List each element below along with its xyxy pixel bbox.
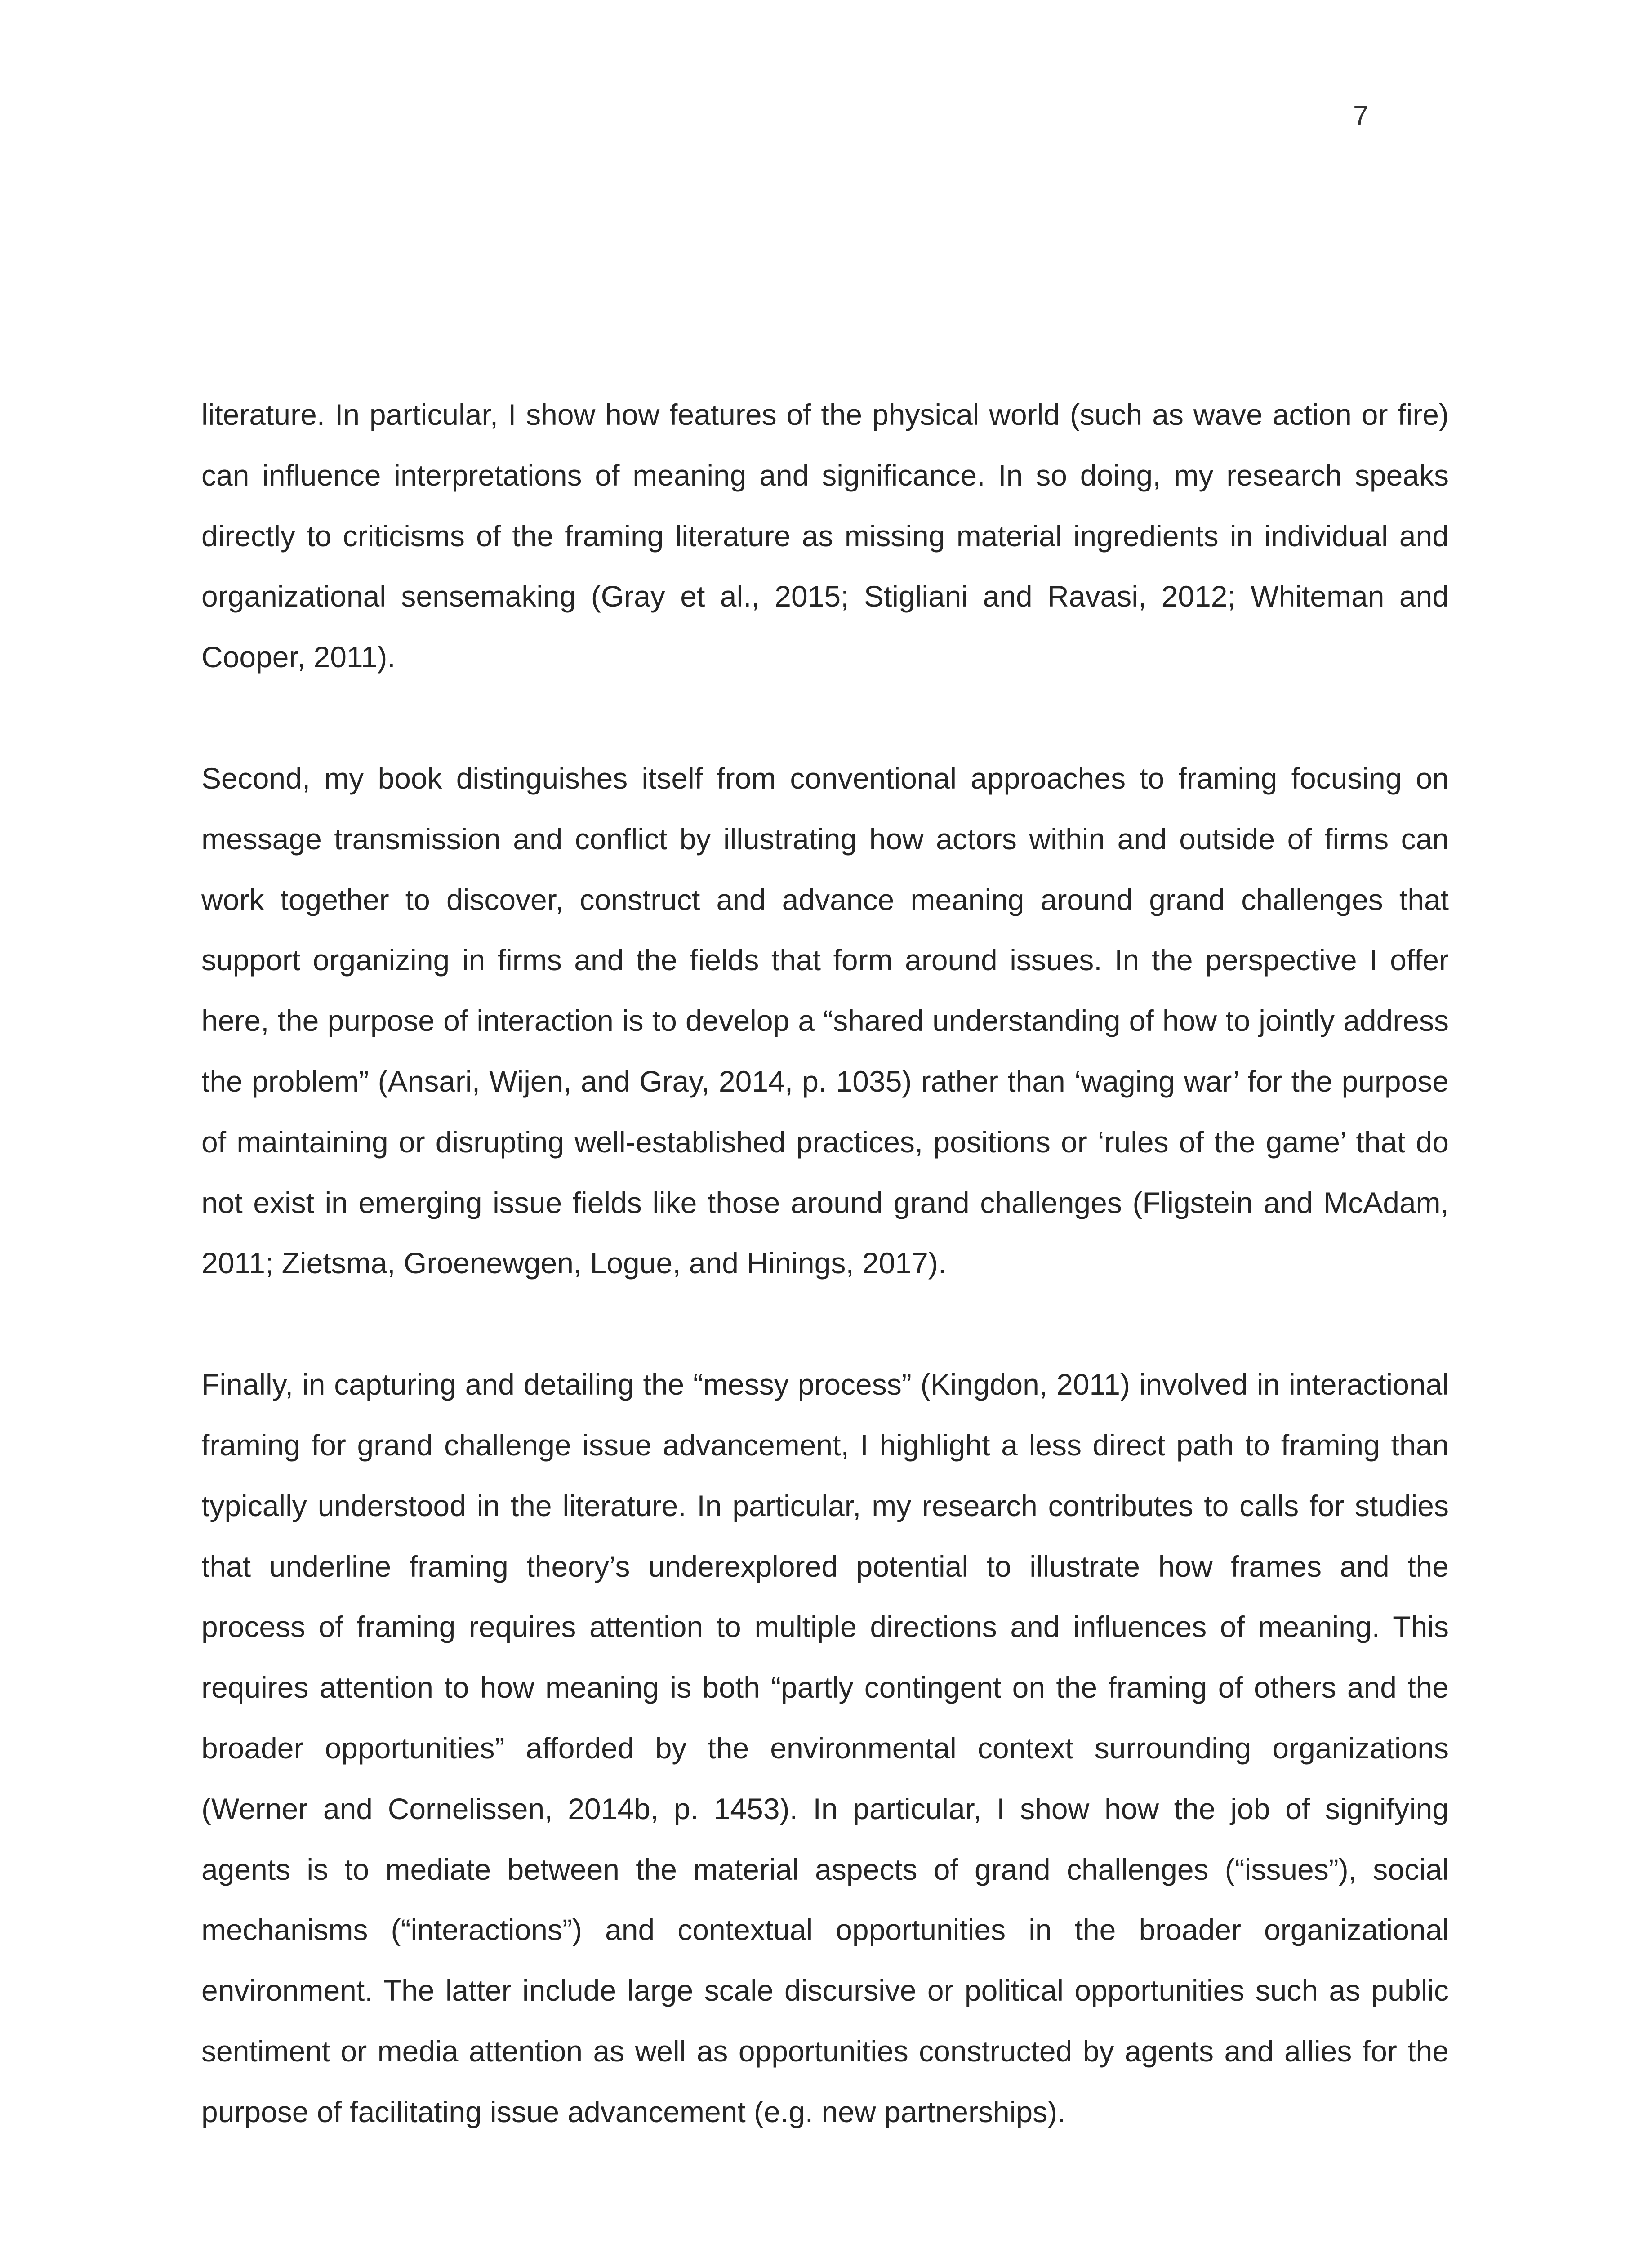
paragraph-3: Finally, in capturing and detailing the “messy process” (Kingdon, 2011) involved in interactional framing for grand challenge issue advancement, I highlight a less direct path to framing than typically understood in the literature. In particular, my research contributes to calls for studies that underline framing theory’s underexplored potential to illustrate how frames and the process of framing requires attention to multiple directions and influences of meaning. This requires attention to how meaning is both “partly contingent on the framing of others and the broader opportunities” afforded by the environmental context surrounding organizations (Werner and Cornelissen, 2014b, p. 1453). In particular, I show how the job of signifying agents is to mediate between the material aspects of grand challenges (“issues”), social mechanisms (“interactions”) and contextual opportunities in the broader organizational environment. The latter include large scale discursive or political opportunities such as public sentiment or media attention as well as opportunities constructed by agents and allies for the purpose of facilitating issue advancement (e.g. new partnerships).	[201, 1368, 1449, 2128]
paragraph-1: literature. In particular, I show how features of the physical world (such as wave action or fire) can influence interpretations of meaning and significance. In so doing, my research speaks directly to criticisms of the framing literature as missing material ingredients in individual and organizational sensemaking (Gray et al., 2015; Stigliani and Ravasi, 2012; Whiteman and Cooper, 2011).	[201, 398, 1449, 674]
body-text	[201, 384, 1449, 2203]
paragraph-2: Second, my book distinguishes itself from conventional approaches to framing focusing on message transmission and conflict by illustrating how actors within and outside of firms can work together to discover, construct and advance meaning around grand challenges that support organizing in firms and the fields that form around issues. In the perspective I offer here, the purpose of interaction is to develop a “shared understanding of how to jointly address the problem” (Ansari, Wijen, and Gray, 2014, p. 1035) rather than ‘waging war’ for the purpose of maintaining or disrupting well-established practices, positions or ‘rules of the game’ that do not exist in emerging issue fields like those around grand challenges (Fligstein and McAdam, 2011; Zietsma, Groenewgen, Logue, and Hinings, 2017).	[201, 761, 1449, 1280]
page-number: 7	[1353, 100, 1369, 131]
